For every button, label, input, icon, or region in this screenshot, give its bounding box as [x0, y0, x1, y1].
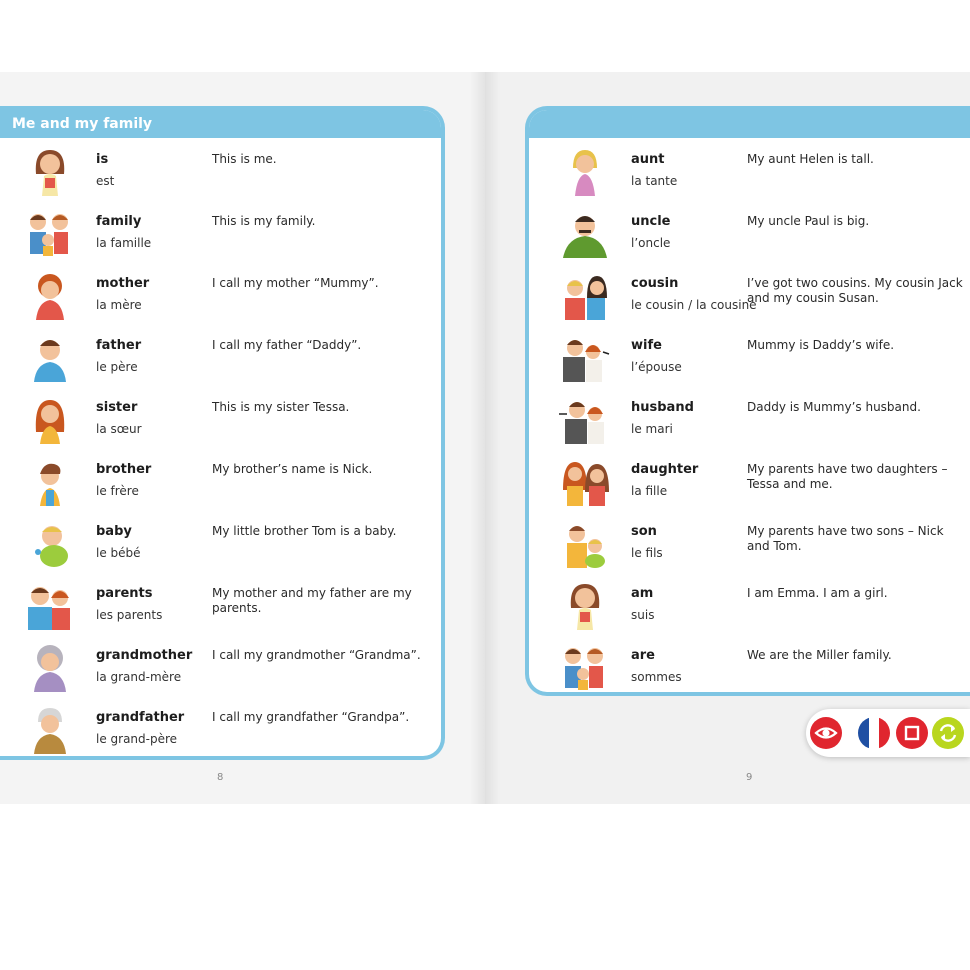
- wife-illustration: [559, 330, 611, 382]
- girl-illustration: [559, 578, 611, 630]
- french-word: la tante: [631, 174, 678, 188]
- daughters-illustration: [559, 454, 611, 506]
- vocab-row[interactable]: [555, 388, 967, 450]
- example-sentence: Mummy is Daddy’s wife.: [747, 338, 895, 352]
- english-word: brother: [96, 462, 152, 477]
- example-sentence: I call my mother “Mummy”.: [212, 276, 379, 290]
- french-word: sommes: [631, 670, 682, 684]
- vocab-row[interactable]: [20, 140, 440, 202]
- refresh-icon[interactable]: [932, 717, 964, 749]
- english-word: uncle: [631, 214, 671, 229]
- english-word: wife: [631, 338, 662, 353]
- sons-illustration: [559, 516, 611, 568]
- french-word: l’oncle: [631, 236, 671, 250]
- family-illustration: [24, 206, 76, 258]
- french-word: la grand-mère: [96, 670, 182, 684]
- grandmother-illustration: [24, 640, 76, 692]
- parents-illustration: [24, 578, 76, 630]
- vocab-row[interactable]: [20, 512, 440, 574]
- english-word: daughter: [631, 462, 699, 477]
- french-word: la famille: [96, 236, 152, 250]
- french-word: le cousin / la cousine: [631, 298, 757, 312]
- example-sentence: This is my family.: [212, 214, 316, 228]
- english-word: parents: [96, 586, 153, 601]
- mother-illustration: [24, 268, 76, 320]
- example-sentence: I am Emma. I am a girl.: [747, 586, 888, 600]
- husband-illustration: [559, 392, 611, 444]
- aunt-illustration: [559, 144, 611, 196]
- english-word: baby: [96, 524, 132, 539]
- example-sentence: I’ve got two cousins. My cousin Jack and my cousin Susan.: [747, 276, 963, 305]
- stop-icon[interactable]: [896, 717, 928, 749]
- vocab-row[interactable]: [20, 202, 440, 264]
- vocab-row[interactable]: [555, 450, 967, 512]
- example-sentence: My brother’s name is Nick.: [212, 462, 373, 476]
- cousins-illustration: [559, 268, 611, 320]
- vocab-row[interactable]: [20, 326, 440, 388]
- french-word: la mère: [96, 298, 142, 312]
- page-number-right: 9: [746, 772, 753, 783]
- example-sentence: This is me.: [212, 152, 277, 166]
- vocab-row[interactable]: [20, 264, 440, 326]
- french-word: le mari: [631, 422, 673, 436]
- french-word: le bébé: [96, 546, 141, 560]
- example-sentence: I call my grandfather “Grandpa”.: [212, 710, 410, 724]
- panel-header: [529, 110, 970, 138]
- example-sentence: My little brother Tom is a baby.: [212, 524, 397, 538]
- example-sentence: My parents have two sons – Nick and Tom.: [747, 524, 944, 553]
- brother-illustration: [24, 454, 76, 506]
- example-sentence: Daddy is Mummy’s husband.: [747, 400, 921, 414]
- vocab-row[interactable]: [555, 202, 967, 264]
- vocab-row[interactable]: [20, 450, 440, 512]
- sister-illustration: [24, 392, 76, 444]
- english-word: son: [631, 524, 657, 539]
- vocab-row[interactable]: [555, 574, 967, 636]
- english-word: grandfather: [96, 710, 185, 725]
- english-word: sister: [96, 400, 138, 415]
- english-word: grandmother: [96, 648, 193, 663]
- vocabulary-panel-right: [525, 106, 970, 696]
- vocab-row[interactable]: [20, 388, 440, 450]
- panel-header: [0, 110, 441, 138]
- english-word: mother: [96, 276, 150, 291]
- audio-controls: [806, 709, 970, 757]
- english-word: are: [631, 648, 656, 663]
- french-word: suis: [631, 608, 655, 622]
- example-sentence: My parents have two daughters – Tessa and me.: [747, 462, 948, 491]
- english-word: is: [96, 152, 109, 167]
- english-word: aunt: [631, 152, 665, 167]
- example-sentence: I call my grandmother “Grandma”.: [212, 648, 421, 662]
- vocab-row[interactable]: [20, 636, 440, 698]
- french-word: le grand-père: [96, 732, 178, 746]
- french-word: la fille: [631, 484, 668, 498]
- english-word: am: [631, 586, 654, 601]
- example-sentence: My aunt Helen is tall.: [747, 152, 874, 166]
- french-word: le père: [96, 360, 138, 374]
- page-number-left: 8: [217, 772, 224, 783]
- vocab-row[interactable]: [20, 574, 440, 636]
- vocab-row[interactable]: [555, 140, 967, 202]
- father-illustration: [24, 330, 76, 382]
- vocab-row[interactable]: [555, 326, 967, 388]
- example-sentence: This is my sister Tessa.: [212, 400, 350, 414]
- grandfather-illustration: [24, 702, 76, 754]
- vocabulary-panel-left: [0, 106, 445, 760]
- english-word: cousin: [631, 276, 679, 291]
- vocab-row[interactable]: [20, 698, 440, 760]
- french-word: l’épouse: [631, 360, 682, 374]
- french-word: les parents: [96, 608, 163, 622]
- uncle-illustration: [559, 206, 611, 258]
- french-flag-icon[interactable]: [858, 717, 890, 749]
- vocab-row[interactable]: [555, 264, 967, 326]
- book-spread: [0, 72, 970, 804]
- english-word: father: [96, 338, 142, 353]
- girl-illustration: [24, 144, 76, 196]
- english-word: family: [96, 214, 142, 229]
- french-word: le frère: [96, 484, 139, 498]
- eye-icon[interactable]: [810, 717, 842, 749]
- vocab-row[interactable]: [555, 512, 967, 574]
- baby-illustration: [24, 516, 76, 568]
- example-sentence: We are the Miller family.: [747, 648, 892, 662]
- english-word: husband: [631, 400, 694, 415]
- example-sentence: I call my father “Daddy”.: [212, 338, 362, 352]
- page-title: Me and my family: [12, 116, 153, 132]
- family-illustration: [559, 640, 611, 692]
- vocab-row[interactable]: [555, 636, 967, 698]
- french-word: est: [96, 174, 115, 188]
- example-sentence: My uncle Paul is big.: [747, 214, 870, 228]
- french-word: le fils: [631, 546, 663, 560]
- book-gutter: [470, 72, 500, 804]
- example-sentence: My mother and my father are my parents.: [212, 586, 412, 615]
- french-word: la sœur: [96, 422, 142, 436]
